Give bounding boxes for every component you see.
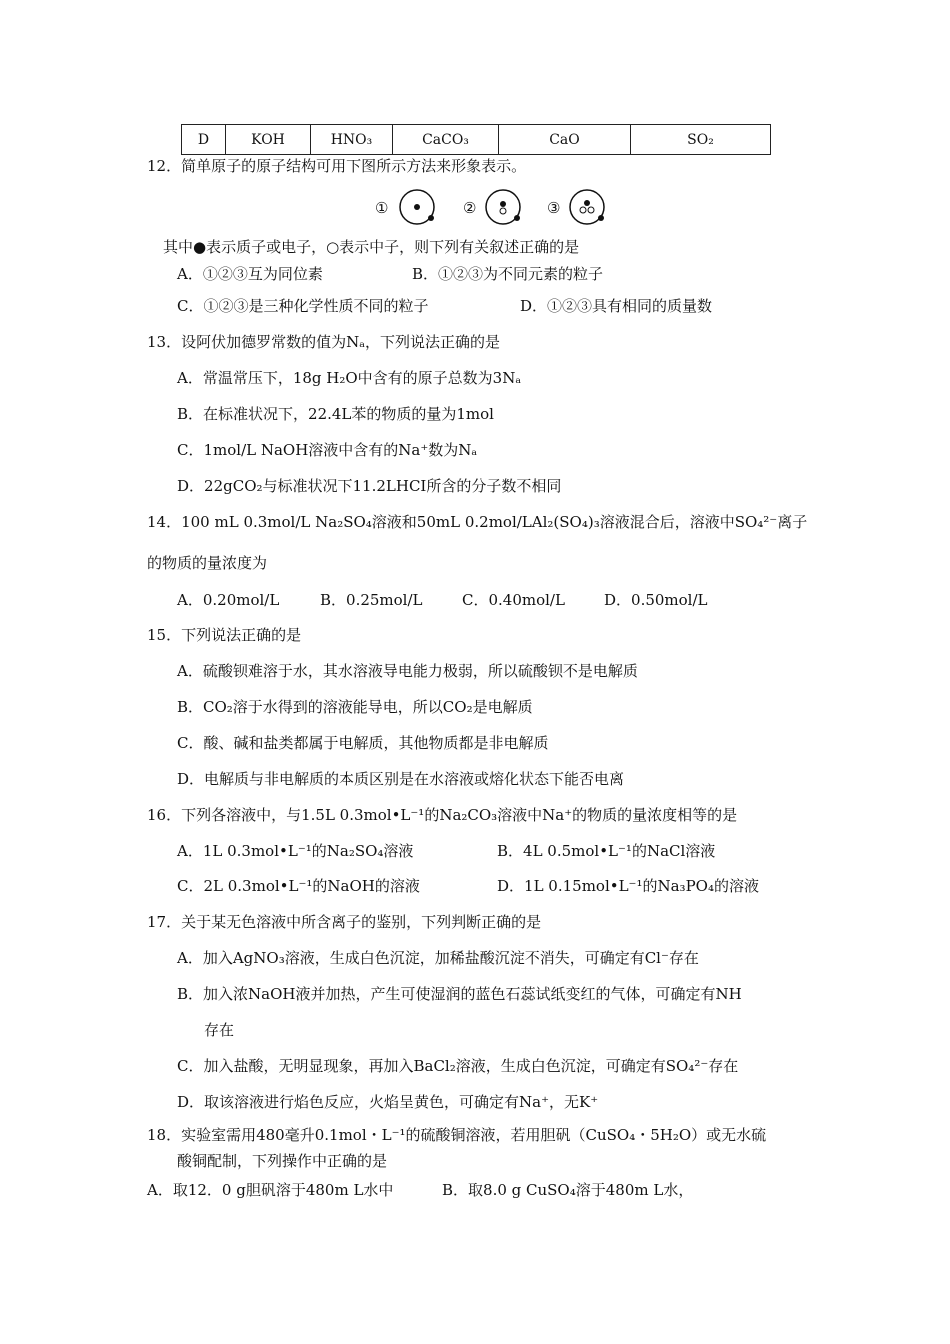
- table-cell: CaCO₃: [393, 125, 499, 155]
- atom-label-2: ②: [463, 199, 477, 217]
- table-cell: SO₂: [631, 125, 771, 155]
- atom-2-diagram: [483, 187, 525, 229]
- q16-option-a: A．1L 0.3mol•L⁻¹的Na₂SO₄溶液: [177, 842, 414, 860]
- q14-stem-line2: 的物质的量浓度为: [147, 554, 268, 572]
- q15-stem: 15．下列说法正确的是: [147, 626, 302, 644]
- q14-option-c: C．0.40mol/L: [462, 591, 565, 609]
- q15-option-c: C．酸、碱和盐类都属于电解质，其他物质都是非电解质: [177, 734, 549, 752]
- q14-option-d: D．0.50mol/L: [604, 591, 708, 609]
- q12-option-c: C．①②③是三种化学性质不同的粒子: [177, 297, 429, 315]
- q18-stem-line1: 18．实验室需用480毫升0.1mol・L⁻¹的硫酸铜溶液，若用胆矾（CuSO₄・5H₂O）或无水硫: [147, 1126, 767, 1144]
- q13-option-b: B．在标准状况下，22.4L苯的物质的量为1mol: [177, 405, 494, 423]
- q13-option-d: D．22gCO₂与标准状况下11.2LHCI所含的分子数不相同: [177, 477, 562, 495]
- q18-option-b: B．取8.0 g CuSO₄溶于480m L水，: [442, 1181, 694, 1199]
- answer-table: [181, 124, 771, 155]
- q16-option-d: D．1L 0.15mol•L⁻¹的Na₃PO₄的溶液: [497, 877, 759, 895]
- q16-option-c: C．2L 0.3mol•L⁻¹的NaOH的溶液: [177, 877, 420, 895]
- q12-option-b: B．①②③为不同元素的粒子: [412, 265, 604, 283]
- q15-option-b: B．CO₂溶于水得到的溶液能导电，所以CO₂是电解质: [177, 698, 533, 716]
- q17-option-b-cont: 存在: [204, 1021, 235, 1039]
- q17-option-a: A．加入AgNO₃溶液，生成白色沉淀，加稀盐酸沉淀不消失，可确定有Cl⁻存在: [177, 949, 699, 967]
- q17-option-d: D．取该溶液进行焰色反应，火焰呈黄色，可确定有Na⁺，无K⁺: [177, 1093, 599, 1111]
- q12-option-a: A．①②③互为同位素: [177, 265, 323, 283]
- q12-option-d: D．①②③具有相同的质量数: [520, 297, 713, 315]
- q12-desc: 其中●表示质子或电子，○表示中子，则下列有关叙述正确的是: [163, 238, 580, 256]
- atom-3-diagram: [567, 187, 609, 229]
- atom-diagrams: [375, 187, 615, 229]
- q13-option-a: A．常温常压下，18g H₂O中含有的原子总数为3Nₐ: [177, 369, 522, 387]
- q15-option-a: A．硫酸钡难溶于水，其水溶液导电能力极弱，所以硫酸钡不是电解质: [177, 662, 638, 680]
- table-cell: D: [182, 125, 226, 155]
- q14-stem-line1: 14．100 mL 0.3mol/L Na₂SO₄溶液和50mL 0.2mol/LAl₂(SO₄)₃溶液混合后，溶液中SO₄²⁻离子: [147, 513, 808, 531]
- q18-option-a: A．取12．0 g胆矾溶于480m L水中: [147, 1181, 394, 1199]
- q15-option-d: D．电解质与非电解质的本质区别是在水溶液或熔化状态下能否电离: [177, 770, 625, 788]
- table-cell: KOH: [226, 125, 311, 155]
- q13-option-c: C．1mol/L NaOH溶液中含有的Na⁺数为Nₐ: [177, 441, 478, 459]
- table-row: [182, 125, 771, 155]
- q12-stem: 12．简单原子的原子结构可用下图所示方法来形象表示。: [147, 157, 527, 175]
- q17-option-c: C．加入盐酸，无明显现象，再加入BaCl₂溶液，生成白色沉淀，可确定有SO₄²⁻存在: [177, 1057, 739, 1075]
- q16-option-b: B．4L 0.5mol•L⁻¹的NaCl溶液: [497, 842, 716, 860]
- q14-option-b: B．0.25mol/L: [320, 591, 423, 609]
- atom-1-diagram: [397, 187, 439, 229]
- q16-stem: 16．下列各溶液中，与1.5L 0.3mol•L⁻¹的Na₂CO₃溶液中Na⁺的物质的量浓度相等的是: [147, 806, 738, 824]
- q17-option-b: B．加入浓NaOH液并加热，产生可使湿润的蓝色石蕊试纸变红的气体，可确定有NH: [177, 985, 742, 1003]
- table-cell: CaO: [499, 125, 631, 155]
- q13-stem: 13．设阿伏加德罗常数的值为Nₐ，下列说法正确的是: [147, 333, 501, 351]
- table-cell: HNO₃: [311, 125, 393, 155]
- q14-option-a: A．0.20mol/L: [177, 591, 280, 609]
- q17-stem: 17．关于某无色溶液中所含离子的鉴别，下列判断正确的是: [147, 913, 542, 931]
- atom-label-3: ③: [547, 199, 561, 217]
- atom-label-1: ①: [375, 199, 389, 217]
- q18-stem-line2: 酸铜配制，下列操作中正确的是: [177, 1152, 388, 1170]
